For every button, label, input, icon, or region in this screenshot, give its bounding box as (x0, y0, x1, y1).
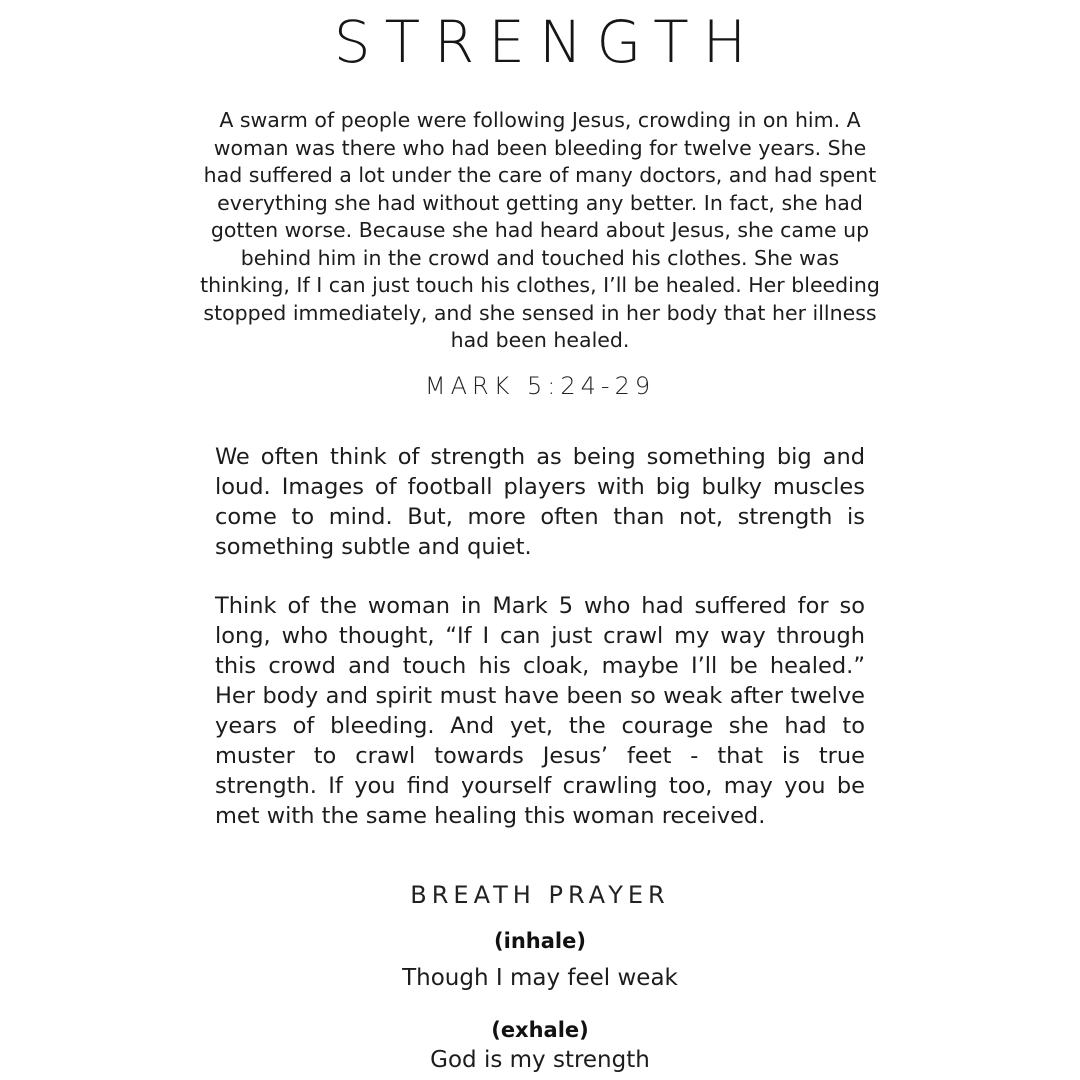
scripture-passage: A swarm of people were following Jesus, crowding in on him. A woman was there who had been bleeding for twelve years. She had suffered a lot under the care of many doctors, and had spent everything she had without getting any better. In fact, she had gotten worse. Because she had heard about Jesus, she came up behind him in the crowd and touched his clothes. She was thinking, If I can just touch his clothes, I’ll be healed. Her bleeding stopped immediately, and she sensed in her body that her illness had been healed. (200, 108, 880, 352)
reflection-paragraph-1: We often think of strength as being something big and loud. Images of football players with big bulky muscles come to mind. But, more often than not, strength is something subtle and quiet. (215, 444, 865, 560)
inhale-text: Though I may feel weak (402, 965, 678, 991)
page-title: STRENGTH (333, 8, 761, 76)
exhale-label: (exhale) (491, 1018, 589, 1042)
inhale-label: (inhale) (494, 929, 586, 953)
breath-prayer-heading: BREATH PRAYER (410, 881, 670, 909)
exhale-text: God is my strength (430, 1047, 650, 1073)
reflection-paragraph-2: Think of the woman in Mark 5 who had suffered for so long, who thought, “If I can just crawl my way through this crowd and touch his cloak, maybe I’ll be healed.” Her body and spirit must have been so weak after twelve years of bleeding. And yet, the courage she had to muster to crawl towards Jesus’ feet - that is true strength. If you find yourself crawling too, may you be met with the same healing this woman received. (215, 593, 865, 829)
scripture-reference: MARK 5:24-29 (424, 372, 656, 400)
